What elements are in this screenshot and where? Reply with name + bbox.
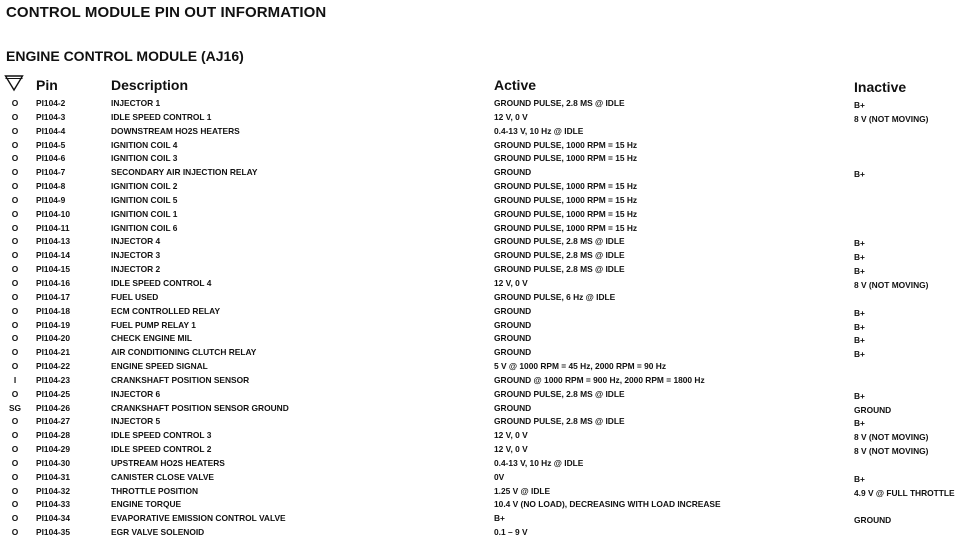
pin-cell: PI104-13 xyxy=(36,236,70,247)
io-type-cell: O xyxy=(11,222,19,233)
io-type-cell: O xyxy=(11,153,19,164)
description-cell: THROTTLE POSITION xyxy=(111,485,199,496)
table-row xyxy=(0,291,966,305)
inactive-cell: B+ xyxy=(854,266,865,277)
active-cell: GROUND xyxy=(494,333,532,344)
pin-cell: PI104-26 xyxy=(36,402,70,413)
description-cell: INJECTOR 1 xyxy=(111,98,161,108)
table-row xyxy=(0,374,966,388)
pin-cell: PI104-22 xyxy=(36,361,70,372)
description-cell: IDLE SPEED CONTROL 4 xyxy=(111,277,212,288)
active-cell: GROUND PULSE, 2.8 MS @ IDLE xyxy=(494,264,625,275)
table-row xyxy=(0,208,966,222)
pin-cell: PI104-17 xyxy=(36,291,70,302)
table-row xyxy=(0,360,966,374)
io-type-cell: O xyxy=(11,527,19,538)
io-type-cell: O xyxy=(11,444,19,455)
io-type-cell: O xyxy=(11,98,19,108)
pin-cell: PI104-31 xyxy=(36,471,70,482)
description-cell: IGNITION COIL 1 xyxy=(111,208,178,219)
description-cell: FUEL PUMP RELAY 1 xyxy=(111,319,196,330)
pin-cell: PI104-27 xyxy=(36,416,70,427)
table-row xyxy=(0,249,966,263)
table-row xyxy=(0,485,966,499)
active-cell: 0V xyxy=(494,471,505,482)
io-type-cell: O xyxy=(11,513,19,524)
table-row xyxy=(0,332,966,346)
io-type-cell: O xyxy=(11,361,19,372)
pin-cell: PI104-16 xyxy=(36,277,70,288)
io-type-cell: O xyxy=(11,291,19,302)
pin-cell: PI104-35 xyxy=(36,527,70,538)
active-cell: 10.4 V (NO LOAD), DECREASING WITH LOAD INCREASE xyxy=(494,499,721,510)
pin-cell: PI104-33 xyxy=(36,499,70,510)
table-row xyxy=(0,346,966,360)
column-header-pin: Pin xyxy=(36,77,58,93)
description-cell: SECONDARY AIR INJECTION RELAY xyxy=(111,167,258,178)
pin-cell: PI104-6 xyxy=(36,153,66,164)
active-cell: 1.25 V @ IDLE xyxy=(494,485,551,496)
io-type-cell: O xyxy=(11,264,19,275)
io-type-cell: O xyxy=(11,416,19,427)
active-cell: GROUND PULSE, 2.8 MS @ IDLE xyxy=(494,250,625,261)
active-cell: GROUND xyxy=(494,347,532,358)
description-cell: EGR VALVE SOLENOID xyxy=(111,527,205,538)
description-cell: CANISTER CLOSE VALVE xyxy=(111,471,214,482)
io-type-cell: O xyxy=(11,388,19,399)
section-title: ENGINE CONTROL MODULE (AJ16) xyxy=(6,48,244,64)
table-row xyxy=(0,388,966,402)
pin-cell: PI104-19 xyxy=(36,319,70,330)
pin-cell: PI104-21 xyxy=(36,347,70,358)
description-cell: CHECK ENGINE MIL xyxy=(111,333,192,344)
pin-cell: PI104-10 xyxy=(36,208,70,219)
description-cell: IGNITION COIL 4 xyxy=(111,139,178,150)
table-row xyxy=(0,498,966,512)
table-row xyxy=(0,139,966,153)
description-cell: INJECTOR 3 xyxy=(111,250,161,261)
table-row xyxy=(0,402,966,416)
active-cell: GROUND PULSE, 1000 RPM = 15 Hz xyxy=(494,208,638,219)
description-cell: CRANKSHAFT POSITION SENSOR xyxy=(111,374,250,385)
active-cell: GROUND xyxy=(494,167,532,178)
table-row xyxy=(0,471,966,485)
inactive-cell: 8 V (NOT MOVING) xyxy=(854,113,929,124)
pin-cell: PI104-9 xyxy=(36,194,66,205)
active-cell: GROUND PULSE, 6 Hz @ IDLE xyxy=(494,291,616,302)
description-cell: AIR CONDITIONING CLUTCH RELAY xyxy=(111,347,257,358)
active-cell: GROUND PULSE, 1000 RPM = 15 Hz xyxy=(494,181,638,192)
description-cell: FUEL USED xyxy=(111,291,159,302)
column-header-active: Active xyxy=(494,77,537,93)
column-header-inactive: Inactive xyxy=(854,79,907,95)
table-row xyxy=(0,512,966,526)
description-cell: INJECTOR 6 xyxy=(111,388,161,399)
io-type-cell: O xyxy=(11,277,19,288)
active-cell: GROUND xyxy=(494,402,532,413)
inactive-cell: B+ xyxy=(854,349,865,360)
description-cell: DOWNSTREAM HO2S HEATERS xyxy=(111,125,240,136)
table-row xyxy=(0,97,966,111)
active-cell: GROUND xyxy=(494,319,532,330)
io-type-cell: O xyxy=(11,347,19,358)
description-cell: IGNITION COIL 2 xyxy=(111,181,178,192)
active-cell: GROUND PULSE, 1000 RPM = 15 Hz xyxy=(494,153,638,164)
pin-cell: PI104-2 xyxy=(36,98,66,108)
active-cell: 5 V @ 1000 RPM = 45 Hz, 2000 RPM = 90 Hz xyxy=(494,361,667,372)
active-cell: 0.4-13 V, 10 Hz @ IDLE xyxy=(494,125,584,136)
description-cell: IGNITION COIL 3 xyxy=(111,153,178,164)
io-type-cell: O xyxy=(11,250,19,261)
table-row xyxy=(0,166,966,180)
active-cell: GROUND PULSE, 2.8 MS @ IDLE xyxy=(494,98,625,108)
table-row xyxy=(0,125,966,139)
pin-cell: PI104-25 xyxy=(36,388,70,399)
pin-cell: PI104-34 xyxy=(36,513,70,524)
table-row xyxy=(0,319,966,333)
table-row xyxy=(0,111,966,125)
io-type-cell: O xyxy=(11,236,19,247)
pin-cell: PI104-30 xyxy=(36,457,70,468)
io-type-cell: O xyxy=(11,305,19,316)
active-cell: B+ xyxy=(494,513,505,524)
column-header-description: Description xyxy=(111,77,189,93)
table-row xyxy=(0,457,966,471)
inactive-cell: B+ xyxy=(854,100,865,110)
inactive-cell: B+ xyxy=(854,473,865,484)
io-type-cell: O xyxy=(11,457,19,468)
io-type-cell: O xyxy=(11,319,19,330)
pin-cell: PI104-3 xyxy=(36,111,66,122)
pin-cell: PI104-8 xyxy=(36,181,66,192)
inactive-cell: B+ xyxy=(854,321,865,332)
description-cell: IDLE SPEED CONTROL 3 xyxy=(111,430,212,441)
io-type-cell: O xyxy=(11,333,19,344)
description-cell: ENGINE TORQUE xyxy=(111,499,182,510)
inactive-cell: B+ xyxy=(854,390,865,401)
io-type-cell: O xyxy=(11,167,19,178)
description-cell: ENGINE SPEED SIGNAL xyxy=(111,361,208,372)
io-type-cell: O xyxy=(11,181,19,192)
table-row xyxy=(0,263,966,277)
pin-cell: PI104-28 xyxy=(36,430,70,441)
active-cell: 12 V, 0 V xyxy=(494,430,528,441)
table-row xyxy=(0,194,966,208)
table-row xyxy=(0,443,966,457)
input-output-triangle-icon xyxy=(4,74,24,92)
description-cell: INJECTOR 2 xyxy=(111,264,161,275)
active-cell: GROUND PULSE, 2.8 MS @ IDLE xyxy=(494,416,625,427)
io-type-cell: O xyxy=(11,485,19,496)
active-cell: 0.1 – 9 V xyxy=(494,527,528,538)
table-row xyxy=(0,429,966,443)
pin-cell: PI104-23 xyxy=(36,374,70,385)
active-cell: 12 V, 0 V xyxy=(494,277,528,288)
pin-cell: PI104-32 xyxy=(36,485,70,496)
description-cell: IDLE SPEED CONTROL 1 xyxy=(111,111,212,122)
description-cell: INJECTOR 5 xyxy=(111,416,161,427)
inactive-cell: GROUND xyxy=(854,404,892,415)
table-row xyxy=(0,180,966,194)
table-row xyxy=(0,222,966,236)
description-cell: EVAPORATIVE EMISSION CONTROL VALVE xyxy=(111,513,286,524)
active-cell: GROUND PULSE, 1000 RPM = 15 Hz xyxy=(494,194,638,205)
inactive-cell: 8 V (NOT MOVING) xyxy=(854,432,929,443)
pin-table-body xyxy=(0,97,966,540)
io-type-cell: O xyxy=(11,499,19,510)
page-title: CONTROL MODULE PIN OUT INFORMATION xyxy=(6,4,327,21)
description-cell: IDLE SPEED CONTROL 2 xyxy=(111,444,212,455)
pin-cell: PI104-11 xyxy=(36,222,70,233)
table-row xyxy=(0,277,966,291)
io-type-cell: O xyxy=(11,139,19,150)
pin-cell: PI104-18 xyxy=(36,305,70,316)
inactive-cell: B+ xyxy=(854,418,865,429)
description-cell: INJECTOR 4 xyxy=(111,236,161,247)
io-type-cell: O xyxy=(11,471,19,482)
active-cell: 12 V, 0 V xyxy=(494,111,528,122)
io-type-cell: O xyxy=(11,125,19,136)
table-row xyxy=(0,526,966,540)
active-cell: GROUND PULSE, 1000 RPM = 15 Hz xyxy=(494,139,638,150)
table-row xyxy=(0,152,966,166)
active-cell: GROUND xyxy=(494,305,532,316)
inactive-cell: B+ xyxy=(854,169,865,180)
io-type-cell: O xyxy=(11,208,19,219)
pin-cell: PI104-20 xyxy=(36,333,70,344)
active-cell: 12 V, 0 V xyxy=(494,444,528,455)
description-cell: IGNITION COIL 5 xyxy=(111,194,178,205)
active-cell: 0.4-13 V, 10 Hz @ IDLE xyxy=(494,457,584,468)
active-cell: GROUND @ 1000 RPM = 900 Hz, 2000 RPM = 1800 Hz xyxy=(494,374,705,385)
table-row xyxy=(0,235,966,249)
description-cell: ECM CONTROLLED RELAY xyxy=(111,305,221,316)
table-header xyxy=(0,74,966,94)
table-row xyxy=(0,305,966,319)
pin-cell: PI104-29 xyxy=(36,444,70,455)
io-type-cell: O xyxy=(11,194,19,205)
io-type-cell: I xyxy=(13,374,17,385)
description-cell: CRANKSHAFT POSITION SENSOR GROUND xyxy=(111,402,289,413)
inactive-cell: GROUND xyxy=(854,515,892,526)
active-cell: GROUND PULSE, 2.8 MS @ IDLE xyxy=(494,236,625,247)
active-cell: GROUND PULSE, 1000 RPM = 15 Hz xyxy=(494,222,638,233)
inactive-cell: B+ xyxy=(854,307,865,318)
inactive-cell: B+ xyxy=(854,238,865,249)
table-row xyxy=(0,415,966,429)
inactive-cell: 4.9 V @ FULL THROTTLE xyxy=(854,487,955,498)
io-type-cell: SG xyxy=(8,402,22,413)
active-cell: GROUND PULSE, 2.8 MS @ IDLE xyxy=(494,388,625,399)
io-type-cell: O xyxy=(11,430,19,441)
inactive-cell: B+ xyxy=(854,335,865,346)
io-type-cell: O xyxy=(11,111,19,122)
inactive-cell: B+ xyxy=(854,252,865,263)
pin-cell: PI104-7 xyxy=(36,167,66,178)
description-cell: IGNITION COIL 6 xyxy=(111,222,178,233)
inactive-cell: 8 V (NOT MOVING) xyxy=(854,446,929,457)
pin-cell: PI104-15 xyxy=(36,264,70,275)
pin-cell: PI104-5 xyxy=(36,139,66,150)
inactive-cell: 8 V (NOT MOVING) xyxy=(854,279,929,290)
pin-cell: PI104-14 xyxy=(36,250,70,261)
description-cell: UPSTREAM HO2S HEATERS xyxy=(111,457,225,468)
pin-cell: PI104-4 xyxy=(36,125,66,136)
